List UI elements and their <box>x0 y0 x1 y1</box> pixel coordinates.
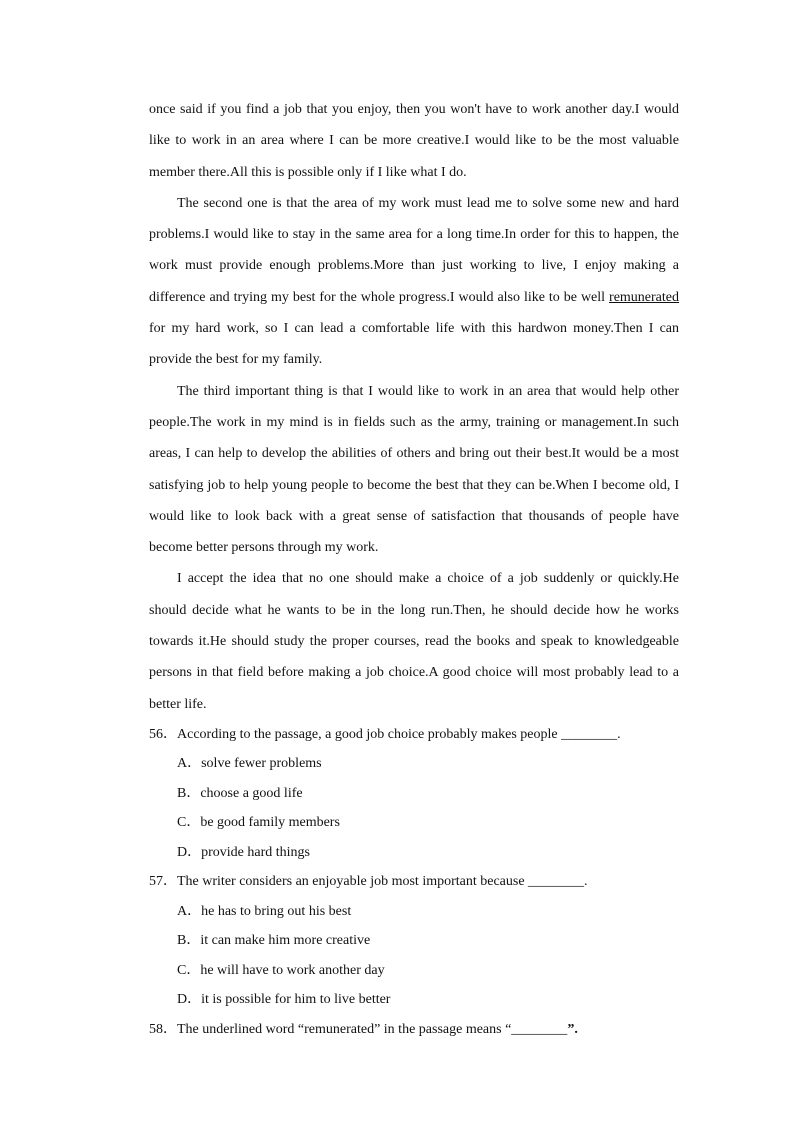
option-a: A．solve fewer problems <box>177 756 322 772</box>
question-stem <box>149 867 679 897</box>
option-c: C．he will have to work another day <box>177 962 385 978</box>
option-d: D．it is possible for him to live better <box>177 992 391 1008</box>
question-number: 56． <box>149 726 177 742</box>
option-d: D．provide hard things <box>177 844 310 860</box>
exam-page <box>149 94 679 1044</box>
option-c: C．be good family members <box>177 815 340 831</box>
question-text: The writer considers an enjoyable job most important because ________. <box>177 874 588 890</box>
passage-paragraph-1: once said if you find a job that you enjoy, then you won't have to work another day.I would like to work in an area where I can be more creative.I would like to be the most valuable member there.All this is possible only if I like what I do. <box>149 102 679 180</box>
question-stem <box>149 1015 679 1045</box>
question-stem <box>149 720 679 750</box>
question-text: According to the passage, a good job choice probably makes people ________. <box>177 726 621 742</box>
underlined-word-remunerated: remunerated <box>609 289 679 305</box>
question-number: 57． <box>149 874 177 890</box>
option-b: B．it can make him more creative <box>177 933 371 949</box>
passage-paragraph-2 <box>149 188 679 376</box>
paragraph-2-text-start: The second one is that the area of my work must lead me to solve some new and hard problems.I would like to stay in the same area for a long time.In order for this to happen, the work must provide enough problems.More than just working to live, I enjoy making a difference and trying my best for the whole progress.I would also like to be well <box>149 195 679 305</box>
paragraph-2-text-end: for my hard work, so I can lead a comfortable life with this hardwon money.Then I can provide the best for my family. <box>149 321 679 368</box>
question-number: 58． <box>149 1021 177 1037</box>
passage-paragraph-4: I accept the idea that no one should make a choice of a job suddenly or quickly.He should decide what he wants to be in the long run.Then, he should decide how he works towards it.He should study the proper courses, read the books and speak to knowledgeable persons in that field before making a job choice.A good choice will most probably lead to a better life. <box>149 571 679 712</box>
question-text-end: ”. <box>567 1021 578 1037</box>
question-text: The underlined word “remunerated” in the passage means “________ <box>177 1021 568 1037</box>
question-58 <box>149 1015 679 1045</box>
passage-paragraph-3: The third important thing is that I would like to work in an area that would help other people.The work in my mind is in fields such as the army, training or management.In such areas, I can help to develop the abilities of others and bring out their best.It would be a most satisfying job to help young people to become the best that they can be.When I become old, I would like to look back with a great sense of satisfaction that thousands of people have become better persons through my work. <box>149 383 679 556</box>
option-a: A．he has to bring out his best <box>177 903 352 919</box>
option-b: B．choose a good life <box>177 785 303 801</box>
question-57 <box>149 867 679 1015</box>
question-56 <box>149 720 679 868</box>
